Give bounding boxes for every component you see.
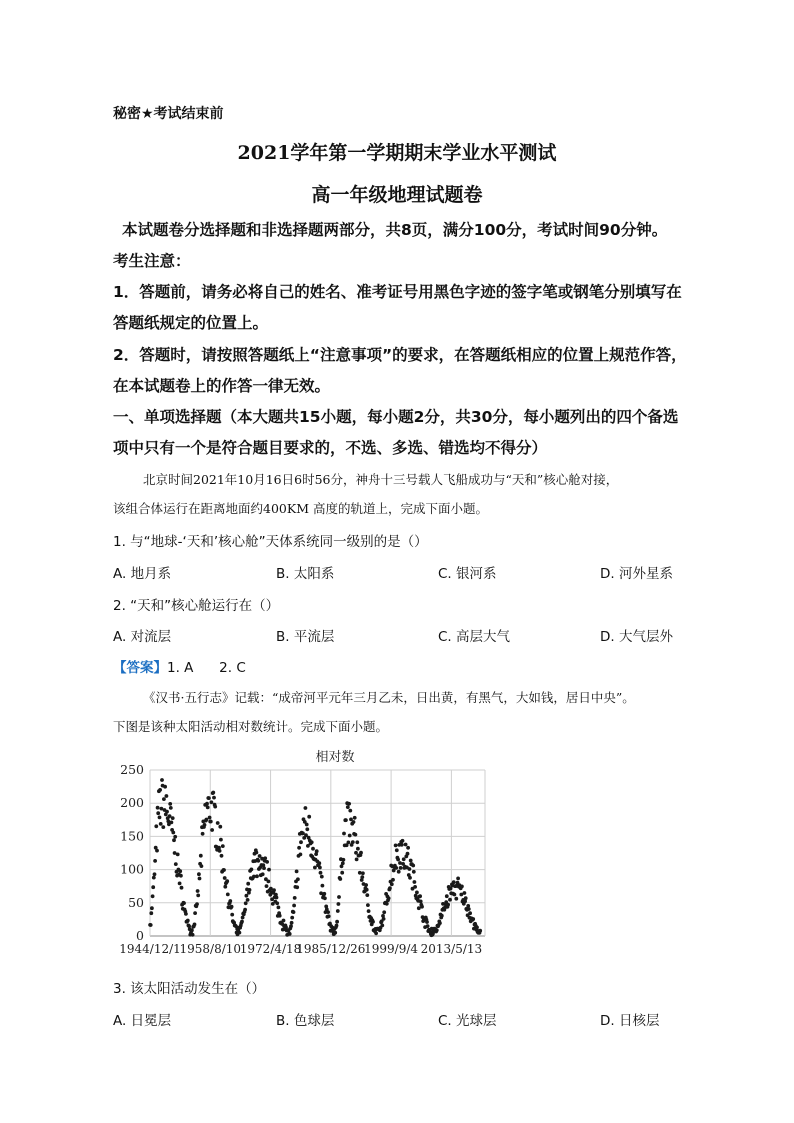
data-point xyxy=(230,913,234,917)
data-point xyxy=(425,920,429,924)
data-point xyxy=(408,876,412,880)
data-point xyxy=(152,876,156,880)
data-point xyxy=(255,874,259,878)
data-point xyxy=(182,901,186,905)
data-point xyxy=(165,810,169,814)
answer-value: 1. A 2. C xyxy=(167,660,246,676)
data-point xyxy=(342,858,346,862)
data-point xyxy=(404,843,408,847)
question-3-option-b: B. 色球层 xyxy=(276,1013,335,1029)
data-point xyxy=(289,924,293,928)
data-point xyxy=(180,886,184,890)
data-point xyxy=(471,917,475,921)
data-point xyxy=(440,914,444,918)
exam-summary: 本试题卷分选择题和非选择题两部分，共8页，满分100分，考试时间90分钟。 xyxy=(122,221,668,239)
question-1-option-b: B. 太阳系 xyxy=(276,566,335,582)
data-point xyxy=(205,802,209,806)
data-point xyxy=(199,854,203,858)
data-point xyxy=(220,854,224,858)
passage-2-line-2: 下图是该种太阳活动相对数统计。完成下面小题。 xyxy=(113,719,389,734)
data-point xyxy=(246,882,250,886)
data-point xyxy=(153,859,157,863)
data-point xyxy=(186,919,190,923)
data-point xyxy=(356,847,360,851)
data-point xyxy=(435,928,439,932)
data-point xyxy=(218,849,222,853)
data-point xyxy=(418,894,422,898)
x-tick-label: 1958/8/10 xyxy=(179,942,242,956)
data-point xyxy=(338,877,342,881)
data-point xyxy=(335,924,339,928)
data-point xyxy=(290,916,294,920)
data-point xyxy=(475,926,479,930)
data-point xyxy=(359,851,363,855)
sunspot-chart xyxy=(110,745,510,965)
data-point xyxy=(255,851,259,855)
data-point xyxy=(178,882,182,886)
data-point xyxy=(155,849,159,853)
data-point xyxy=(413,885,417,889)
note-2-line-2: 在本试题卷上的作答一律无效。 xyxy=(113,377,331,395)
data-points xyxy=(148,778,482,937)
data-point xyxy=(467,907,471,911)
data-point xyxy=(326,910,330,914)
data-point xyxy=(394,844,398,848)
data-point xyxy=(374,931,378,935)
data-point xyxy=(169,806,173,810)
data-point xyxy=(159,822,163,826)
data-point xyxy=(468,911,472,915)
data-point xyxy=(149,923,153,927)
data-point xyxy=(223,885,227,889)
data-point xyxy=(409,859,413,863)
question-1-option-d: D. 河外星系 xyxy=(600,566,673,582)
data-point xyxy=(310,840,314,844)
data-point xyxy=(351,840,355,844)
data-point xyxy=(263,856,267,860)
data-point xyxy=(282,919,286,923)
data-point xyxy=(208,816,212,820)
data-point xyxy=(360,875,364,879)
data-point xyxy=(154,824,158,828)
x-tick-label: 1944/12/1 xyxy=(119,942,181,956)
data-point xyxy=(218,825,222,829)
data-point xyxy=(197,872,201,876)
data-point xyxy=(191,933,195,937)
data-point xyxy=(207,796,211,800)
x-axis-ticks xyxy=(119,942,482,956)
section-heading-line-2: 项中只有一个是符合题目要求的，不选、多选、错选均不得分） xyxy=(113,439,548,457)
data-point xyxy=(213,805,217,809)
data-point xyxy=(333,931,337,935)
data-point xyxy=(179,874,183,878)
data-point xyxy=(174,862,178,866)
passage-1-line-2: 该组合体运行在距离地面约400KM 高度的轨道上，完成下面小题。 xyxy=(113,501,488,516)
data-point xyxy=(275,901,279,905)
data-point xyxy=(176,853,180,857)
exam-subtitle: 高一年级地理试题卷 xyxy=(311,184,483,206)
data-point xyxy=(193,911,197,915)
data-point xyxy=(390,882,394,886)
data-point xyxy=(342,832,346,836)
data-point xyxy=(225,879,229,883)
data-point xyxy=(367,909,371,913)
question-2-option-c: C. 高层大气 xyxy=(438,629,511,645)
data-point xyxy=(411,864,415,868)
data-point xyxy=(337,895,341,899)
data-point xyxy=(313,866,317,870)
data-point xyxy=(336,909,340,913)
note-2-line-1: 2．答题时，请按照答题纸上“注意事项”的要求，在答题纸相应的位置上规范作答， xyxy=(113,346,687,364)
data-point xyxy=(317,861,321,865)
notice-title: 考生注意： xyxy=(113,252,191,270)
data-point xyxy=(341,861,345,865)
data-point xyxy=(311,847,315,851)
data-point xyxy=(272,888,276,892)
question-2-option-a: A. 对流层 xyxy=(113,629,172,645)
data-point xyxy=(201,832,205,836)
data-point xyxy=(156,806,160,810)
data-point xyxy=(158,788,162,792)
data-point xyxy=(158,816,162,820)
data-point xyxy=(278,914,282,918)
data-point xyxy=(388,886,392,890)
confidential-mark: 秘密★考试结束前 xyxy=(113,106,224,122)
data-point xyxy=(209,820,213,824)
data-point xyxy=(292,910,296,914)
data-point xyxy=(348,834,352,838)
data-point xyxy=(265,884,269,888)
data-point xyxy=(305,823,309,827)
answer-label: 【答案】 xyxy=(113,660,167,676)
data-point xyxy=(446,903,450,907)
data-point xyxy=(170,821,174,825)
note-1-line-1: 1．答题前，请务必将自己的姓名、准考证号用黑色字迹的签字笔或钢笔分别填写在 xyxy=(113,283,682,301)
data-point xyxy=(150,906,154,910)
data-point xyxy=(315,849,319,853)
data-point xyxy=(168,802,172,806)
question-3-option-c: C. 光球层 xyxy=(438,1013,497,1029)
x-tick-label: 2013/5/13 xyxy=(420,942,483,956)
data-point xyxy=(240,920,244,924)
data-point xyxy=(216,821,220,825)
data-point xyxy=(355,840,359,844)
data-point xyxy=(448,898,452,902)
passage-2-line-1: 《汉书·五行志》记载：“成帝河平元年三月乙未，日出黄，有黑气，大如钱，居日中央”。 xyxy=(143,690,635,705)
question-1-stem: 1. 与“地球-‘天和’核心舱”天体系统同一级别的是（） xyxy=(113,534,428,550)
data-point xyxy=(321,884,325,888)
x-tick-label: 1985/12/26 xyxy=(296,942,366,956)
data-point xyxy=(211,791,215,795)
data-point xyxy=(275,896,279,900)
data-point xyxy=(453,893,457,897)
data-point xyxy=(293,896,297,900)
data-point xyxy=(184,912,188,916)
data-point xyxy=(172,838,176,842)
data-point xyxy=(335,920,339,924)
data-point xyxy=(290,921,294,925)
data-point xyxy=(217,846,221,850)
data-point xyxy=(365,893,369,897)
data-point xyxy=(244,901,248,905)
question-1-option-a: A. 地月系 xyxy=(113,566,172,582)
data-point xyxy=(246,898,250,902)
data-point xyxy=(420,905,424,909)
data-point xyxy=(198,877,202,881)
data-point xyxy=(195,902,199,906)
data-point xyxy=(413,880,417,884)
y-tick-label: 50 xyxy=(128,894,144,910)
chart-title: 相对数 xyxy=(315,750,355,765)
data-point xyxy=(408,867,412,871)
x-tick-label: 1999/9/4 xyxy=(364,942,419,956)
data-point xyxy=(248,888,252,892)
data-point xyxy=(365,888,369,892)
question-3-option-d: D. 日核层 xyxy=(600,1013,660,1029)
data-point xyxy=(292,904,296,908)
data-point xyxy=(355,858,359,862)
data-point xyxy=(364,883,368,887)
data-point xyxy=(267,868,271,872)
data-point xyxy=(391,878,395,882)
data-point xyxy=(222,868,226,872)
data-point xyxy=(337,902,341,906)
section-heading-line-1: 一、单项选择题（本大题共15小题，每小题2分，共30分，每小题列出的四个备选 xyxy=(113,408,679,426)
data-point xyxy=(165,794,169,798)
data-point xyxy=(295,870,299,874)
data-point xyxy=(460,885,464,889)
data-point xyxy=(205,818,209,822)
question-2-option-d: D. 大气层外 xyxy=(600,629,673,645)
data-point xyxy=(395,848,399,852)
question-2-option-b: B. 平流层 xyxy=(276,629,335,645)
y-tick-label: 250 xyxy=(120,762,144,777)
y-tick-label: 150 xyxy=(120,828,144,844)
data-point xyxy=(299,853,303,857)
data-point xyxy=(156,811,160,815)
data-point xyxy=(380,924,384,928)
passage-1-line-1: 北京时间2021年10月16日6时56分，神舟十三号载人飞船成功与“天和”核心舱对接， xyxy=(143,472,619,487)
data-point xyxy=(226,893,230,897)
data-point xyxy=(228,899,232,903)
data-point xyxy=(456,877,460,881)
question-1-option-c: C. 银河系 xyxy=(438,566,497,582)
data-point xyxy=(382,910,386,914)
data-point xyxy=(193,923,197,927)
data-point xyxy=(463,891,467,895)
data-point xyxy=(210,800,214,804)
data-point xyxy=(196,894,200,898)
data-point xyxy=(151,885,155,889)
data-point xyxy=(445,894,449,898)
data-point xyxy=(250,868,254,872)
data-point xyxy=(210,828,214,832)
question-2-stem: 2. “天和”核心舱运行在（） xyxy=(113,598,280,614)
data-point xyxy=(267,880,271,884)
data-point xyxy=(318,866,322,870)
data-point xyxy=(190,928,194,932)
data-point xyxy=(454,897,458,901)
data-point xyxy=(354,833,358,837)
data-point xyxy=(243,908,247,912)
data-point xyxy=(426,924,430,928)
data-point xyxy=(320,875,324,879)
data-point xyxy=(394,866,398,870)
question-3-option-a: A. 日冕层 xyxy=(113,1013,172,1029)
data-point xyxy=(262,866,266,870)
data-point xyxy=(397,870,401,874)
data-point xyxy=(153,872,157,876)
y-axis-ticks xyxy=(120,762,144,943)
data-point xyxy=(361,871,365,875)
data-point xyxy=(299,840,303,844)
data-point xyxy=(415,891,419,895)
data-point xyxy=(288,932,292,936)
data-point xyxy=(151,894,155,898)
data-point xyxy=(256,859,260,863)
data-point xyxy=(265,860,269,864)
data-point xyxy=(385,902,389,906)
data-point xyxy=(304,806,308,810)
data-point xyxy=(171,816,175,820)
question-3-stem: 3. 该太阳活动发生在（） xyxy=(113,981,266,997)
data-point xyxy=(399,866,403,870)
data-point xyxy=(347,841,351,845)
data-point xyxy=(163,785,167,789)
data-point xyxy=(347,802,351,806)
data-point xyxy=(344,818,348,822)
data-point xyxy=(419,900,423,904)
data-point xyxy=(296,877,300,881)
y-tick-label: 0 xyxy=(136,928,144,943)
data-point xyxy=(464,896,468,900)
data-point xyxy=(261,872,265,876)
data-point xyxy=(382,917,386,921)
data-point xyxy=(171,831,175,835)
data-point xyxy=(203,823,207,827)
y-tick-label: 100 xyxy=(120,861,144,877)
y-tick-label: 200 xyxy=(120,795,144,811)
data-point xyxy=(400,843,404,847)
data-point xyxy=(438,921,442,925)
data-point xyxy=(396,858,400,862)
data-point xyxy=(352,820,356,824)
data-point xyxy=(238,931,242,935)
data-point xyxy=(223,876,227,880)
data-point xyxy=(212,796,216,800)
data-point xyxy=(402,857,406,861)
data-point xyxy=(353,816,357,820)
data-point xyxy=(307,815,311,819)
data-point xyxy=(173,835,177,839)
data-point xyxy=(245,894,249,898)
data-point xyxy=(305,827,309,831)
answer-row-1 xyxy=(113,656,246,676)
data-point xyxy=(230,905,234,909)
data-point xyxy=(406,846,410,850)
exam-title: 2021学年第一学期期末学业水平测试 xyxy=(237,142,557,164)
data-point xyxy=(323,896,327,900)
data-point xyxy=(206,806,210,810)
x-tick-label: 1972/4/18 xyxy=(239,942,302,956)
data-point xyxy=(219,838,223,842)
data-point xyxy=(221,844,225,848)
data-point xyxy=(149,911,153,915)
data-point xyxy=(478,929,482,933)
data-point xyxy=(178,869,182,873)
data-point xyxy=(322,892,326,896)
data-point xyxy=(295,885,299,889)
data-point xyxy=(346,805,350,809)
data-point xyxy=(160,778,164,782)
data-point xyxy=(387,896,391,900)
data-point xyxy=(340,871,344,875)
data-point xyxy=(196,889,200,893)
data-point xyxy=(452,880,456,884)
data-point xyxy=(162,797,166,801)
data-point xyxy=(366,903,370,907)
data-point xyxy=(348,809,352,813)
data-point xyxy=(161,825,165,829)
data-point xyxy=(371,920,375,924)
data-point xyxy=(200,864,204,868)
data-point xyxy=(401,839,405,843)
data-point xyxy=(297,846,301,850)
data-point xyxy=(327,914,331,918)
data-point xyxy=(277,906,281,910)
note-1-line-2: 答题纸规定的位置上。 xyxy=(113,314,269,332)
data-point xyxy=(319,871,323,875)
data-point xyxy=(406,852,410,856)
data-point xyxy=(412,870,416,874)
